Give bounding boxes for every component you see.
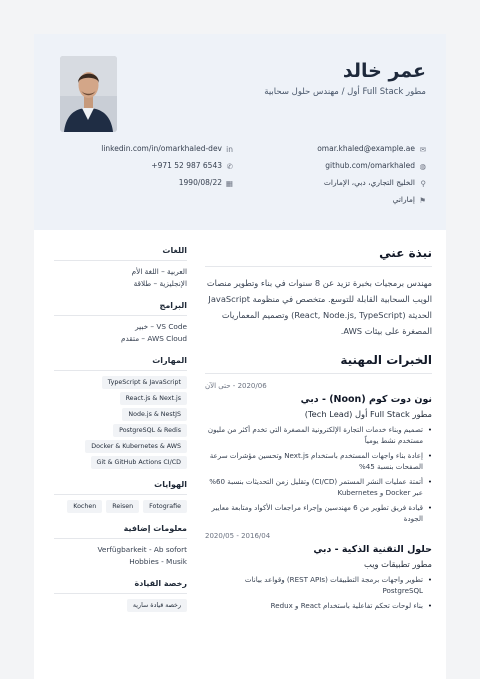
skill-chip: PostgreSQL & Redis — [113, 424, 187, 437]
job-bullet: • تصميم وبناء خدمات التجارة الإلكترونية المصغرة التي تخدم أكثر من مليون مستخدم نشط يومياً — [205, 424, 432, 446]
contact-github[interactable]: ◍ github.com/omarkhaled — [325, 161, 426, 171]
software-title: البرامج — [54, 301, 187, 316]
job-bullet: • بناء لوحات تحكم تفاعلية باستخدام React و Redux — [205, 600, 432, 611]
skill-chip: TypeScript & JavaScript — [102, 376, 187, 389]
job-bullet: • إعادة بناء واجهات المستخدم باستخدام Next.js وتحسين مؤشرات سرعة الصفحات بنسبة 45% — [205, 450, 432, 472]
skill-chip: Docker & Kubernetes & AWS — [85, 440, 187, 453]
job-entry — [205, 382, 432, 524]
job-bullet: • تطوير واجهات برمجة التطبيقات (REST APIs) وقواعد بيانات PostgreSQL — [205, 574, 432, 596]
license-title: رخصة القيادة — [54, 579, 187, 594]
language-item: العربية – اللغة الأم — [131, 267, 187, 276]
license-section — [54, 579, 187, 612]
job-date: 2020/06 - حتى الآن — [205, 382, 267, 390]
license-chip: رخصة قيادة سارية — [127, 599, 187, 612]
job-bullet: • قيادة فريق تطوير من 6 مهندسين وإجراء مراجعات الأكواد ومتابعة معايير الجودة — [205, 502, 432, 524]
contact-phone[interactable]: ✆ +971 52 987 6543 — [151, 161, 233, 171]
job-date: 2016/04 - 2020/05 — [205, 532, 271, 540]
language-item: الإنجليزية – طلاقة — [133, 279, 187, 288]
extra-info-title: معلومات إضافية — [54, 524, 187, 539]
resume-header — [34, 34, 446, 230]
software-item: VS Code – خبير — [135, 322, 187, 331]
contact-linkedin[interactable]: in linkedin.com/in/omarkhaled-dev — [101, 144, 233, 154]
hobbies-section — [54, 480, 187, 513]
experience-title: الخبرات المهنية — [205, 353, 432, 374]
skills-list — [54, 376, 187, 469]
extra-info-item: Verfügbarkeit - Ab sofort — [97, 545, 187, 554]
hobby-chip: Reisen — [106, 500, 139, 513]
skill-chip: Git & GitHub Actions CI/CD — [91, 456, 187, 469]
software-section — [54, 301, 187, 345]
main-column — [187, 246, 432, 623]
flag-icon: ⚑ — [419, 195, 426, 205]
languages-section — [54, 246, 187, 290]
job-role: مطور تطبيقات ويب — [364, 559, 432, 569]
contact-list — [60, 144, 426, 204]
about-text: مهندس برمجيات بخبرة تزيد عن 8 سنوات في بناء وتطوير منصات الويب السحابية القابلة للتوسع. متخصص في منظومة JavaScript الحديثة (React, Node.js, TypeScript) وتصميم المعماريات المصغرة على بيئات AWS. — [206, 278, 432, 336]
skill-chip: React.js & Next.js — [120, 392, 187, 405]
job-entry — [205, 532, 432, 611]
skills-title: المهارات — [54, 356, 187, 371]
name-block — [264, 56, 426, 132]
skill-chip: Node.js & NestJS — [122, 408, 187, 421]
contact-email[interactable]: ✉ omar.khaled@example.ae — [317, 144, 426, 154]
job-role: مطور Full Stack أول (Tech Lead) — [304, 409, 432, 419]
calendar-icon: ▦ — [225, 178, 233, 188]
github-icon: ◍ — [419, 161, 426, 171]
extra-info-section — [54, 524, 187, 568]
contact-birthdate: ▦ 1990/08/22 — [178, 178, 233, 188]
languages-title: اللغات — [54, 246, 187, 261]
job-bullets — [205, 424, 432, 524]
software-item: AWS Cloud – متقدم — [120, 334, 187, 343]
job-bullets — [205, 574, 432, 611]
person-name: عمر خالد — [342, 60, 426, 82]
location-icon: ⚲ — [420, 178, 426, 188]
extra-info-item: Hobbies - Musik — [129, 557, 187, 566]
resume-body — [34, 230, 446, 623]
contact-nationality: ⚑ إماراتي — [392, 195, 426, 205]
about-title: نبذة عني — [205, 246, 432, 267]
hobby-chip: Kochen — [67, 500, 102, 513]
profile-photo — [60, 56, 117, 132]
resume-page — [34, 34, 446, 679]
hobby-chip: Fotografie — [143, 500, 187, 513]
phone-icon: ✆ — [226, 161, 233, 171]
email-icon: ✉ — [419, 144, 426, 154]
hobbies-title: الهوايات — [54, 480, 187, 495]
job-company: حلول التقنية الذكية - دبي — [313, 544, 432, 555]
contact-location: ⚲ الخليج التجاري، دبي، الإمارات — [323, 178, 426, 188]
job-bullet: • أتمتة عمليات النشر المستمر (CI/CD) وتقليل زمن التحديثات بنسبة 60% عبر Docker و Kubernetes — [205, 476, 432, 498]
profile-photo-image — [60, 56, 117, 132]
skills-section — [54, 356, 187, 469]
license-list — [54, 599, 187, 612]
linkedin-icon: in — [226, 144, 233, 154]
job-company: نون دوت كوم (Noon) - دبي — [300, 394, 432, 405]
person-role: مطور Full Stack أول / مهندس حلول سحابية — [264, 87, 426, 97]
hobbies-list — [54, 500, 187, 513]
sidebar-column — [54, 246, 187, 623]
